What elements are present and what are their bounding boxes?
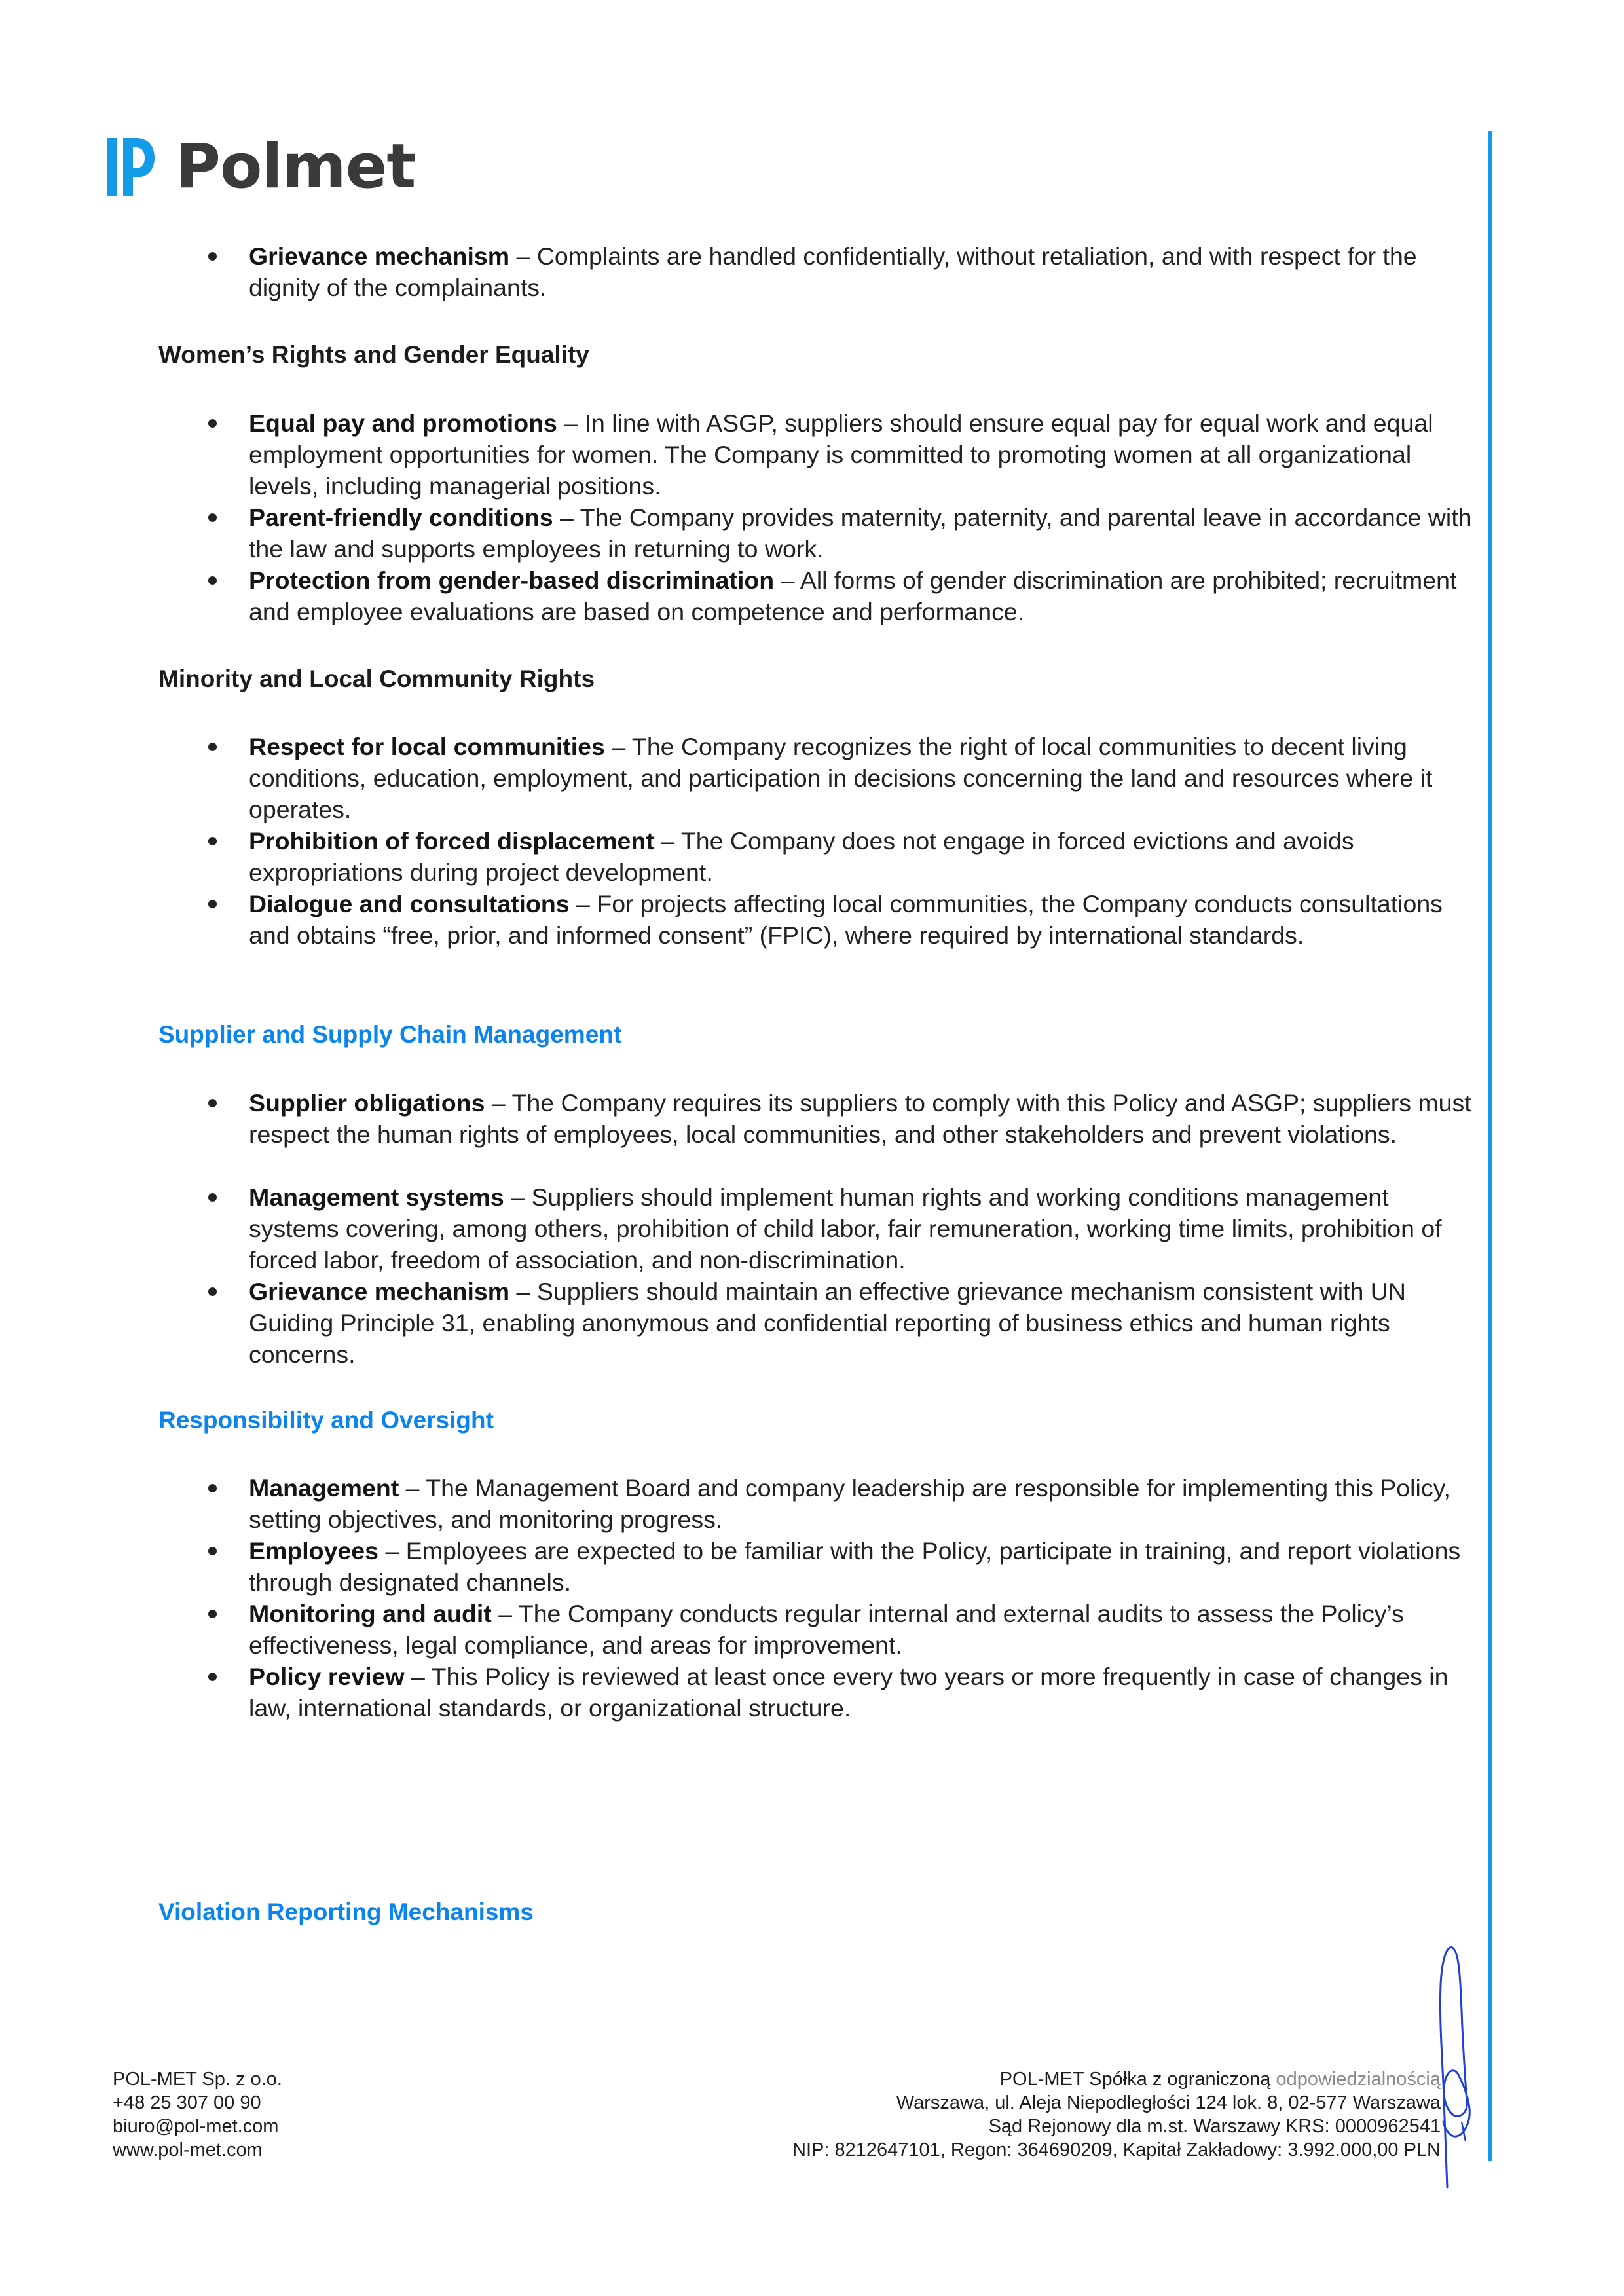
bullet-icon (208, 1193, 217, 1202)
bullet-icon (208, 1099, 217, 1107)
company-logo (105, 131, 415, 203)
item-term: Grievance mechanism (249, 1278, 510, 1305)
polmet-logo-icon (105, 134, 156, 200)
item-term: Equal pay and promotions (249, 409, 557, 437)
list-item (249, 1661, 1473, 1724)
item-separator: – (399, 1474, 426, 1502)
item-term: Management (249, 1474, 399, 1502)
item-term: Employees (249, 1537, 379, 1565)
footer-legal-company-prefix: POL-MET Spółka z ograniczoną (999, 2069, 1276, 2090)
item-term: Grievance mechanism (249, 242, 510, 270)
bullet-icon (208, 1610, 217, 1618)
section-heading-supply-chain: Supplier and Supply Chain Management (158, 1021, 622, 1048)
footer-legal-company (792, 2067, 1441, 2091)
item-separator: – (509, 1278, 537, 1305)
list-item (249, 407, 1473, 502)
item-separator: – (404, 1663, 432, 1690)
item-separator: – (569, 890, 597, 917)
footer-tax-registry: NIP: 8212647101, Regon: 364690209, Kapitał Zakładowy: 3.992.000,00 PLN (792, 2139, 1441, 2160)
item-text: The Company provides maternity, paternity, and parental leave in accordance with the law and supports employees in returning to work. (249, 504, 1472, 563)
item-text: In line with ASGP, suppliers should ensure equal pay for equal work and equal employment opportunities for women. The Company is committed to promoting women at all organizational levels, including managerial positions. (249, 409, 1433, 500)
item-text: Complaints are handled confidentially, without retaliation, and with respect for the dignity of the complainants. (249, 242, 1417, 301)
item-separator: – (485, 1089, 512, 1117)
item-separator: – (557, 409, 585, 437)
footer-address: Warszawa, ul. Aleja Niepodległości 124 lok. 8, 02-577 Warszawa (896, 2092, 1441, 2113)
item-text: The Management Board and company leadership are responsible for implementing this Policy, setting objectives, and monitoring progress. (249, 1474, 1450, 1533)
item-text: The Company recognizes the right of local communities to decent living conditions, education, employment, and participation in decisions concerning the land and resources where it operates. (249, 733, 1433, 823)
footer-contact (113, 2067, 282, 2162)
bullet-icon (208, 576, 217, 585)
footer-phone: +48 25 307 00 90 (113, 2092, 261, 2113)
item-term: Protection from gender-based discrimination (249, 566, 775, 594)
item-separator: – (504, 1183, 532, 1211)
item-text: The Company requires its suppliers to comply with this Policy and ASGP; suppliers must respect the human rights of employees, local communities, and other stakeholders and prevent violations. (249, 1089, 1471, 1148)
bullet-icon (208, 837, 217, 845)
list-item (249, 1087, 1473, 1150)
item-text: For projects affecting local communities, the Company conducts consultations and obtains “free, prior, and informed consent” (FPIC), where required by international standards. (249, 890, 1443, 949)
item-text: All forms of gender discrimination are prohibited; recruitment and employee evaluations are based on competence and performance. (249, 566, 1457, 625)
item-text: Suppliers should maintain an effective grievance mechanism consistent with UN Guiding Principle 31, enabling anonymous and confidential reporting of business ethics and human rights concerns. (249, 1278, 1406, 1368)
section-heading-responsibility: Responsibility and Oversight (158, 1407, 494, 1434)
item-separator: – (654, 827, 681, 855)
list-item (249, 1181, 1473, 1276)
logo-wordmark: Polmet (175, 131, 416, 202)
bullet-icon (208, 513, 217, 522)
item-separator: – (553, 504, 580, 531)
item-separator: – (378, 1537, 406, 1565)
bullet-icon (208, 419, 217, 428)
list-item (249, 1598, 1473, 1661)
footer-email-link[interactable]: biuro@pol-met.com (113, 2116, 279, 2137)
list-item (249, 731, 1473, 825)
item-text: This Policy is reviewed at least once every two years or more frequently in case of changes in law, international standards, or organizational structure. (249, 1663, 1449, 1722)
item-term: Management systems (249, 1183, 504, 1211)
item-text: The Company conducts regular internal and external audits to assess the Policy’s effectiveness, legal compliance, and areas for improvement. (249, 1600, 1404, 1659)
list-item (249, 825, 1473, 888)
bullet-icon (208, 1484, 217, 1492)
section-heading-violation-reporting: Violation Reporting Mechanisms (158, 1898, 534, 1925)
item-separator: – (491, 1600, 519, 1627)
bullet-icon (208, 1547, 217, 1555)
bullet-icon (208, 1287, 217, 1296)
footer-website-link[interactable]: www.pol-met.com (113, 2139, 263, 2160)
item-separator: – (509, 242, 537, 270)
list-item (249, 240, 1473, 303)
item-term: Prohibition of forced displacement (249, 827, 654, 855)
list-item (249, 1276, 1473, 1370)
item-term: Monitoring and audit (249, 1600, 492, 1627)
bullet-icon (208, 252, 217, 261)
section-heading-womens-rights: Women’s Rights and Gender Equality (158, 341, 589, 368)
list-item (249, 1472, 1473, 1535)
list-item (249, 888, 1473, 951)
item-term: Policy review (249, 1663, 405, 1690)
item-text: Suppliers should implement human rights and working conditions management systems covering, among others, prohibition of child labor, fair remuneration, working time limits, prohibition of forced labor, freedom of association, and non-discrimination. (249, 1183, 1442, 1274)
footer-court-registration: Sąd Rejonowy dla m.st. Warszawy KRS: 0000962541 (988, 2116, 1441, 2137)
list-item (249, 502, 1473, 565)
bullet-icon (208, 900, 217, 908)
item-term: Respect for local communities (249, 733, 605, 760)
item-text: The Company does not engage in forced evictions and avoids expropriations during project development. (249, 827, 1354, 886)
item-term: Parent-friendly conditions (249, 504, 553, 531)
section-heading-minority-rights: Minority and Local Community Rights (158, 665, 595, 692)
list-item (249, 1535, 1473, 1598)
item-term: Dialogue and consultations (249, 890, 570, 917)
item-term: Supplier obligations (249, 1089, 485, 1117)
bullet-icon (208, 743, 217, 751)
item-separator: – (604, 733, 632, 760)
footer-company-name: POL-MET Sp. z o.o. (113, 2069, 282, 2090)
bullet-icon (208, 1673, 217, 1681)
page-accent-line (1488, 131, 1492, 2161)
footer-legal-company-suffix: odpowiedzialnością (1276, 2069, 1441, 2090)
item-text: Employees are expected to be familiar with the Policy, participate in training, and report violations through designated channels. (249, 1537, 1461, 1596)
list-item (249, 565, 1473, 627)
footer-legal-info (792, 2067, 1441, 2162)
item-separator: – (774, 566, 800, 594)
